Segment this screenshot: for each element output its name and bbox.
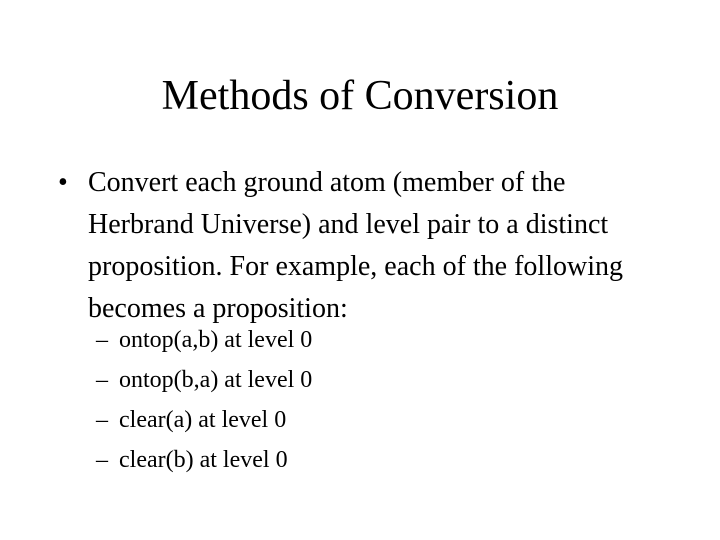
dash-marker: – xyxy=(96,367,108,393)
main-bullet xyxy=(58,162,678,330)
dash-marker: – xyxy=(96,447,108,473)
bullet-marker: • xyxy=(58,167,68,198)
sub-bullet-item xyxy=(96,400,312,440)
dash-marker: – xyxy=(96,327,108,353)
sub-bullet-text: clear(a) at level 0 xyxy=(119,407,287,433)
dash-marker: – xyxy=(96,407,108,433)
sub-bullet-item xyxy=(96,360,312,400)
sub-bullet-item xyxy=(96,320,312,360)
sub-bullet-text: ontop(a,b) at level 0 xyxy=(119,327,313,353)
bullet-text: Convert each ground atom (member of the Herbrand Universe) and level pair to a distinct proposition. For example, each of the following becomes a proposition: xyxy=(88,167,623,324)
sub-bullet-text: ontop(b,a) at level 0 xyxy=(119,367,313,393)
sub-bullet-text: clear(b) at level 0 xyxy=(119,447,288,473)
sub-bullet-list xyxy=(96,320,312,480)
slide-title: Methods of Conversion xyxy=(161,73,559,119)
sub-bullet-item xyxy=(96,440,312,480)
